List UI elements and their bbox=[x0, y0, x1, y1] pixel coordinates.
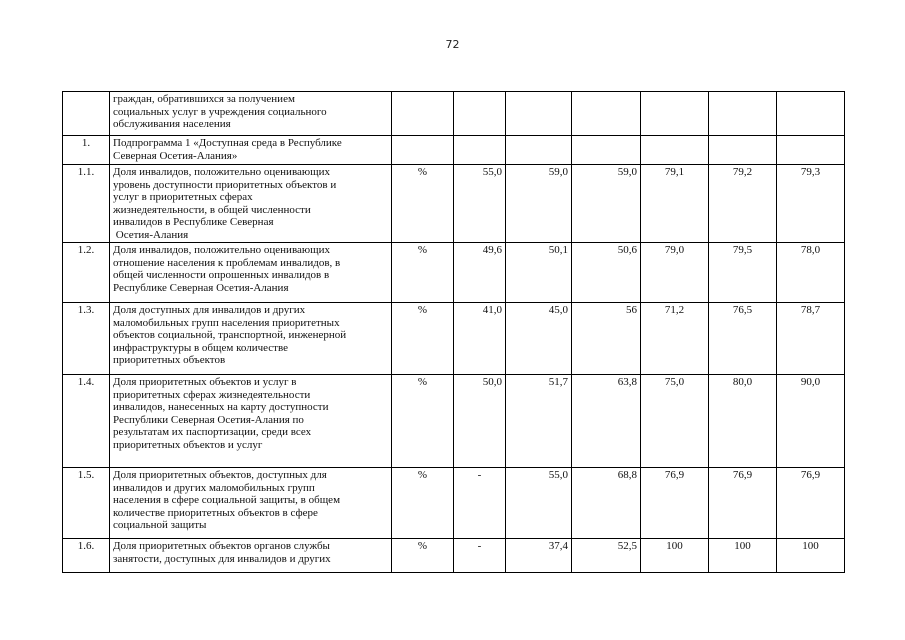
indicator-description bbox=[110, 539, 392, 573]
unit-cell: % bbox=[392, 243, 454, 303]
value-cell bbox=[572, 136, 641, 165]
row-number: 1.4. bbox=[63, 375, 110, 468]
description-line: Республики Северная Осетия-Алания по bbox=[113, 413, 304, 426]
unit-cell: % bbox=[392, 375, 454, 468]
row-number bbox=[63, 92, 110, 136]
unit-cell: % bbox=[392, 468, 454, 539]
table-row bbox=[63, 92, 845, 136]
description-line: инфраструктуры в общем количестве bbox=[113, 341, 288, 354]
description-line: граждан, обратившихся за получением bbox=[113, 93, 295, 105]
value-cell: 79,1 bbox=[641, 165, 709, 243]
description-line: Доля доступных для инвалидов и других bbox=[113, 304, 306, 316]
description-line: общей численности опрошенных инвалидов в bbox=[113, 269, 330, 281]
description-line: приоритетных объектов и услуг bbox=[113, 438, 263, 451]
value-cell bbox=[709, 92, 777, 136]
value-cell bbox=[572, 92, 641, 136]
value-cell: - bbox=[454, 539, 506, 573]
row-number: 1. bbox=[63, 136, 110, 165]
value-cell: 100 bbox=[641, 539, 709, 573]
value-cell: 55,0 bbox=[506, 468, 572, 539]
value-cell bbox=[641, 136, 709, 165]
indicator-description bbox=[110, 165, 392, 243]
value-cell: 56 bbox=[572, 303, 641, 375]
row-number: 1.1. bbox=[63, 165, 110, 243]
description-line: результатам их паспортизации, среди всех bbox=[113, 426, 312, 438]
value-cell: 79,3 bbox=[777, 165, 845, 243]
description-line: приоритетных сферах жизнедеятельности bbox=[113, 388, 311, 401]
value-cell: 50,0 bbox=[454, 375, 506, 468]
row-number: 1.2. bbox=[63, 243, 110, 303]
indicator-description bbox=[110, 92, 392, 136]
description-line: занятости, доступных для инвалидов и других bbox=[113, 552, 331, 565]
value-cell: 80,0 bbox=[709, 375, 777, 468]
description-line: Республике Северная Осетия-Алания bbox=[113, 281, 289, 294]
value-cell: 50,6 bbox=[572, 243, 641, 303]
value-cell: 71,2 bbox=[641, 303, 709, 375]
value-cell bbox=[506, 92, 572, 136]
description-line: инвалидов и других маломобильных групп bbox=[113, 481, 315, 494]
value-cell: 51,7 bbox=[506, 375, 572, 468]
value-cell: 79,0 bbox=[641, 243, 709, 303]
value-cell: 59,0 bbox=[572, 165, 641, 243]
value-cell: 78,0 bbox=[777, 243, 845, 303]
table-row bbox=[63, 303, 845, 375]
value-cell bbox=[777, 136, 845, 165]
unit-cell: % bbox=[392, 165, 454, 243]
value-cell: 45,0 bbox=[506, 303, 572, 375]
indicators-table bbox=[62, 91, 845, 573]
value-cell: 55,0 bbox=[454, 165, 506, 243]
description-line: Осетия-Алания bbox=[113, 228, 189, 241]
value-cell: 79,2 bbox=[709, 165, 777, 243]
description-line: социальных услуг в учреждения социального bbox=[113, 105, 327, 118]
value-cell bbox=[777, 92, 845, 136]
value-cell: 63,8 bbox=[572, 375, 641, 468]
unit-cell: % bbox=[392, 539, 454, 573]
value-cell bbox=[709, 136, 777, 165]
value-cell: 76,9 bbox=[641, 468, 709, 539]
description-line: обслуживания населения bbox=[113, 118, 231, 130]
value-cell bbox=[506, 136, 572, 165]
value-cell: 41,0 bbox=[454, 303, 506, 375]
description-line: объектов социальной, транспортной, инженерной bbox=[113, 329, 347, 341]
description-line: жизнедеятельности, в общей численности bbox=[113, 203, 311, 216]
description-line: маломобильных групп населения приоритетных bbox=[113, 316, 340, 329]
value-cell: 68,8 bbox=[572, 468, 641, 539]
value-cell: 76,9 bbox=[709, 468, 777, 539]
value-cell bbox=[454, 92, 506, 136]
table-body bbox=[63, 92, 845, 573]
value-cell: 78,7 bbox=[777, 303, 845, 375]
indicator-description bbox=[110, 468, 392, 539]
description-line: приоритетных объектов bbox=[113, 354, 226, 366]
description-line: Доля приоритетных объектов, доступных для bbox=[113, 469, 327, 481]
description-line: Доля приоритетных объектов и услуг в bbox=[113, 376, 297, 388]
value-cell: 75,0 bbox=[641, 375, 709, 468]
value-cell: 37,4 bbox=[506, 539, 572, 573]
value-cell bbox=[641, 92, 709, 136]
table-row bbox=[63, 165, 845, 243]
description-line: Доля инвалидов, положительно оценивающих bbox=[113, 166, 330, 178]
indicator-description bbox=[110, 243, 392, 303]
table-row bbox=[63, 243, 845, 303]
table-row bbox=[63, 136, 845, 165]
value-cell: 90,0 bbox=[777, 375, 845, 468]
value-cell: 59,0 bbox=[506, 165, 572, 243]
table-row bbox=[63, 375, 845, 468]
table-row bbox=[63, 468, 845, 539]
indicator-description bbox=[110, 136, 392, 165]
value-cell: 49,6 bbox=[454, 243, 506, 303]
unit-cell bbox=[392, 136, 454, 165]
description-line: уровень доступности приоритетных объектов и bbox=[113, 178, 337, 191]
description-line: инвалидов, нанесенных на карту доступности bbox=[113, 401, 329, 413]
row-number: 1.3. bbox=[63, 303, 110, 375]
indicator-description bbox=[110, 375, 392, 468]
value-cell: 100 bbox=[709, 539, 777, 573]
unit-cell: % bbox=[392, 303, 454, 375]
description-line: Доля приоритетных объектов органов службы bbox=[113, 540, 330, 552]
row-number: 1.5. bbox=[63, 468, 110, 539]
value-cell: 52,5 bbox=[572, 539, 641, 573]
description-line: отношение населения к проблемам инвалидов, в bbox=[113, 256, 341, 269]
indicator-description bbox=[110, 303, 392, 375]
description-line: населения в сфере социальной защиты, в общем bbox=[113, 494, 341, 506]
row-number: 1.6. bbox=[63, 539, 110, 573]
value-cell: 76,9 bbox=[777, 468, 845, 539]
value-cell: 76,5 bbox=[709, 303, 777, 375]
description-line: услуг в приоритетных сферах bbox=[113, 191, 253, 203]
value-cell: - bbox=[454, 468, 506, 539]
value-cell: 50,1 bbox=[506, 243, 572, 303]
description-line: социальной защиты bbox=[113, 519, 207, 531]
description-line: количестве приоритетных объектов в сфере bbox=[113, 506, 318, 519]
description-line: Северная Осетия-Алания» bbox=[113, 149, 238, 162]
value-cell bbox=[454, 136, 506, 165]
page-number: 72 bbox=[445, 38, 460, 51]
description-line: Подпрограмма 1 «Доступная среда в Республике bbox=[113, 137, 342, 149]
description-line: инвалидов в Республике Северная bbox=[113, 216, 274, 228]
table-row bbox=[63, 539, 845, 573]
value-cell: 79,5 bbox=[709, 243, 777, 303]
unit-cell bbox=[392, 92, 454, 136]
value-cell: 100 bbox=[777, 539, 845, 573]
description-line: Доля инвалидов, положительно оценивающих bbox=[113, 244, 330, 256]
